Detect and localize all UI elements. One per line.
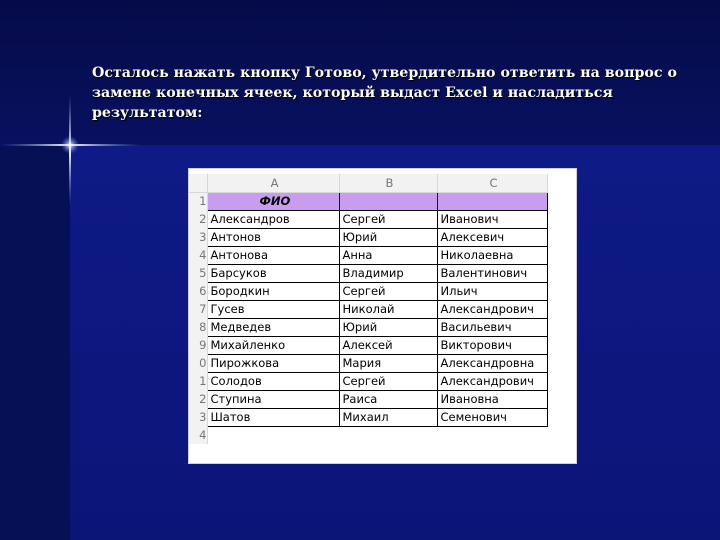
table-row (189, 282, 547, 300)
table-row (189, 264, 547, 282)
row-header[interactable]: 0 (189, 354, 207, 372)
table-row (189, 390, 547, 408)
first-name-cell[interactable]: Владимир (339, 264, 437, 282)
table-row (189, 228, 547, 246)
left-band (0, 145, 70, 540)
first-name-cell[interactable]: Михаил (339, 408, 437, 426)
row-header[interactable]: 3 (189, 228, 207, 246)
first-name-cell[interactable]: Раиса (339, 390, 437, 408)
surname-cell[interactable]: Медведев (207, 318, 339, 336)
first-name-cell[interactable]: Алексей (339, 336, 437, 354)
row-header[interactable]: 4 (189, 426, 207, 444)
first-name-cell[interactable]: Сергей (339, 210, 437, 228)
column-header-a[interactable]: A (207, 174, 339, 192)
surname-cell[interactable]: Пирожкова (207, 354, 339, 372)
surname-cell[interactable]: Барсуков (207, 264, 339, 282)
table-row (189, 372, 547, 390)
first-name-cell[interactable]: Сергей (339, 372, 437, 390)
row-header[interactable]: 9 (189, 336, 207, 354)
surname-cell[interactable]: Ступина (207, 390, 339, 408)
first-name-cell[interactable]: Николай (339, 300, 437, 318)
surname-cell[interactable]: Антонова (207, 246, 339, 264)
surname-cell[interactable]: Антонов (207, 228, 339, 246)
column-header-b[interactable]: B (339, 174, 437, 192)
empty-cell[interactable] (207, 426, 339, 444)
surname-cell[interactable]: Шатов (207, 408, 339, 426)
table-row (189, 318, 547, 336)
first-name-cell[interactable]: Мария (339, 354, 437, 372)
table-row (189, 354, 547, 372)
patronymic-cell[interactable]: Алексевич (437, 228, 547, 246)
spreadsheet-grid (189, 174, 548, 444)
patronymic-cell[interactable]: Николаевна (437, 246, 547, 264)
row-header[interactable]: 2 (189, 210, 207, 228)
slide-title: Осталось нажать кнопку Готово, утвердительно ответить на вопрос о замене конечных ячеек, который выдаст Excel и насладиться результатом: (92, 65, 677, 121)
row-header[interactable]: 8 (189, 318, 207, 336)
surname-cell[interactable]: Бородкин (207, 282, 339, 300)
row-header[interactable]: 2 (189, 390, 207, 408)
header-cell-c[interactable] (437, 192, 547, 210)
patronymic-cell[interactable]: Викторович (437, 336, 547, 354)
header-cell-b[interactable] (339, 192, 437, 210)
row-header[interactable]: 3 (189, 408, 207, 426)
spreadsheet-screenshot (189, 169, 576, 463)
row-header[interactable]: 7 (189, 300, 207, 318)
fio-header-cell[interactable]: ФИО (207, 192, 339, 210)
surname-cell[interactable]: Александров (207, 210, 339, 228)
table-row (189, 192, 547, 210)
table-row (189, 408, 547, 426)
first-name-cell[interactable]: Юрий (339, 318, 437, 336)
surname-cell[interactable]: Гусев (207, 300, 339, 318)
corner-cell[interactable] (189, 174, 207, 192)
column-header-c[interactable]: C (437, 174, 547, 192)
first-name-cell[interactable]: Сергей (339, 282, 437, 300)
patronymic-cell[interactable]: Васильевич (437, 318, 547, 336)
patronymic-cell[interactable]: Александрович (437, 300, 547, 318)
patronymic-cell[interactable]: Ильич (437, 282, 547, 300)
row-header[interactable]: 6 (189, 282, 207, 300)
empty-cell[interactable] (339, 426, 437, 444)
empty-cell[interactable] (437, 426, 547, 444)
table-row (189, 426, 547, 444)
surname-cell[interactable]: Михайленко (207, 336, 339, 354)
patronymic-cell[interactable]: Семенович (437, 408, 547, 426)
patronymic-cell[interactable]: Ивановна (437, 390, 547, 408)
row-header[interactable]: 4 (189, 246, 207, 264)
table-row (189, 336, 547, 354)
first-name-cell[interactable]: Анна (339, 246, 437, 264)
row-header[interactable]: 1 (189, 372, 207, 390)
surname-cell[interactable]: Солодов (207, 372, 339, 390)
patronymic-cell[interactable]: Александрович (437, 372, 547, 390)
patronymic-cell[interactable]: Александровна (437, 354, 547, 372)
patronymic-cell[interactable]: Иванович (437, 210, 547, 228)
first-name-cell[interactable]: Юрий (339, 228, 437, 246)
row-header[interactable]: 5 (189, 264, 207, 282)
table-row (189, 246, 547, 264)
table-row (189, 300, 547, 318)
table-row (189, 210, 547, 228)
patronymic-cell[interactable]: Валентинович (437, 264, 547, 282)
row-header[interactable]: 1 (189, 192, 207, 210)
